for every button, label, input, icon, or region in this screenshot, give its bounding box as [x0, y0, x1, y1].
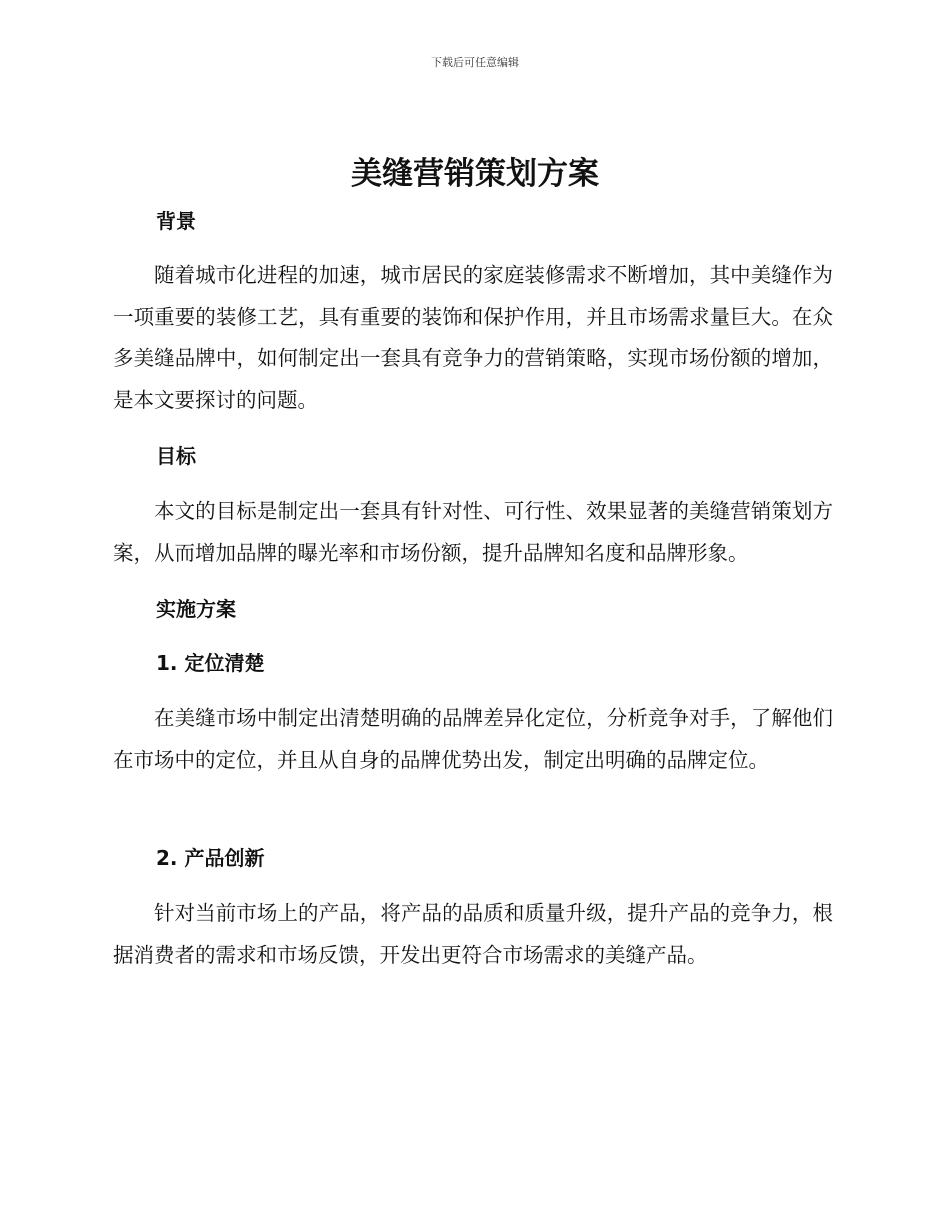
section-heading-goal: 目标: [156, 444, 196, 468]
section-paragraph-positioning: 在美缝市场中制定出清楚明确的品牌差异化定位，分析竞争对手，了解他们在市场中的定位，并且从自身的品牌优势出发，制定出明确的品牌定位。: [113, 706, 833, 772]
section-heading-product-innovation: 2. 产品创新: [156, 846, 265, 870]
section-heading-positioning: 1. 定位清楚: [156, 651, 265, 675]
section-paragraph-background: 随着城市化进程的加速，城市居民的家庭装修需求不断增加，其中美缝作为一项重要的装修工艺，具有重要的装饰和保护作用，并且市场需求量巨大。在众多美缝品牌中，如何制定出一套具有竞争力的营销策略，实现市场份额的增加，是本文要探讨的问题。: [113, 263, 833, 412]
section-paragraph-goal: 本文的目标是制定出一套具有针对性、可行性、效果显著的美缝营销策划方案，从而增加品牌的曝光率和市场份额，提升品牌知名度和品牌形象。: [113, 499, 833, 565]
header-note: 下载后可任意编辑: [431, 56, 519, 69]
section-paragraph-product-innovation: 针对当前市场上的产品，将产品的品质和质量升级，提升产品的竞争力，根据消费者的需求和市场反馈，开发出更符合市场需求的美缝产品。: [113, 901, 833, 967]
section-heading-implementation: 实施方案: [156, 597, 236, 621]
section-heading-background: 背景: [156, 209, 196, 233]
document-title: 美缝营销策划方案: [351, 156, 599, 192]
